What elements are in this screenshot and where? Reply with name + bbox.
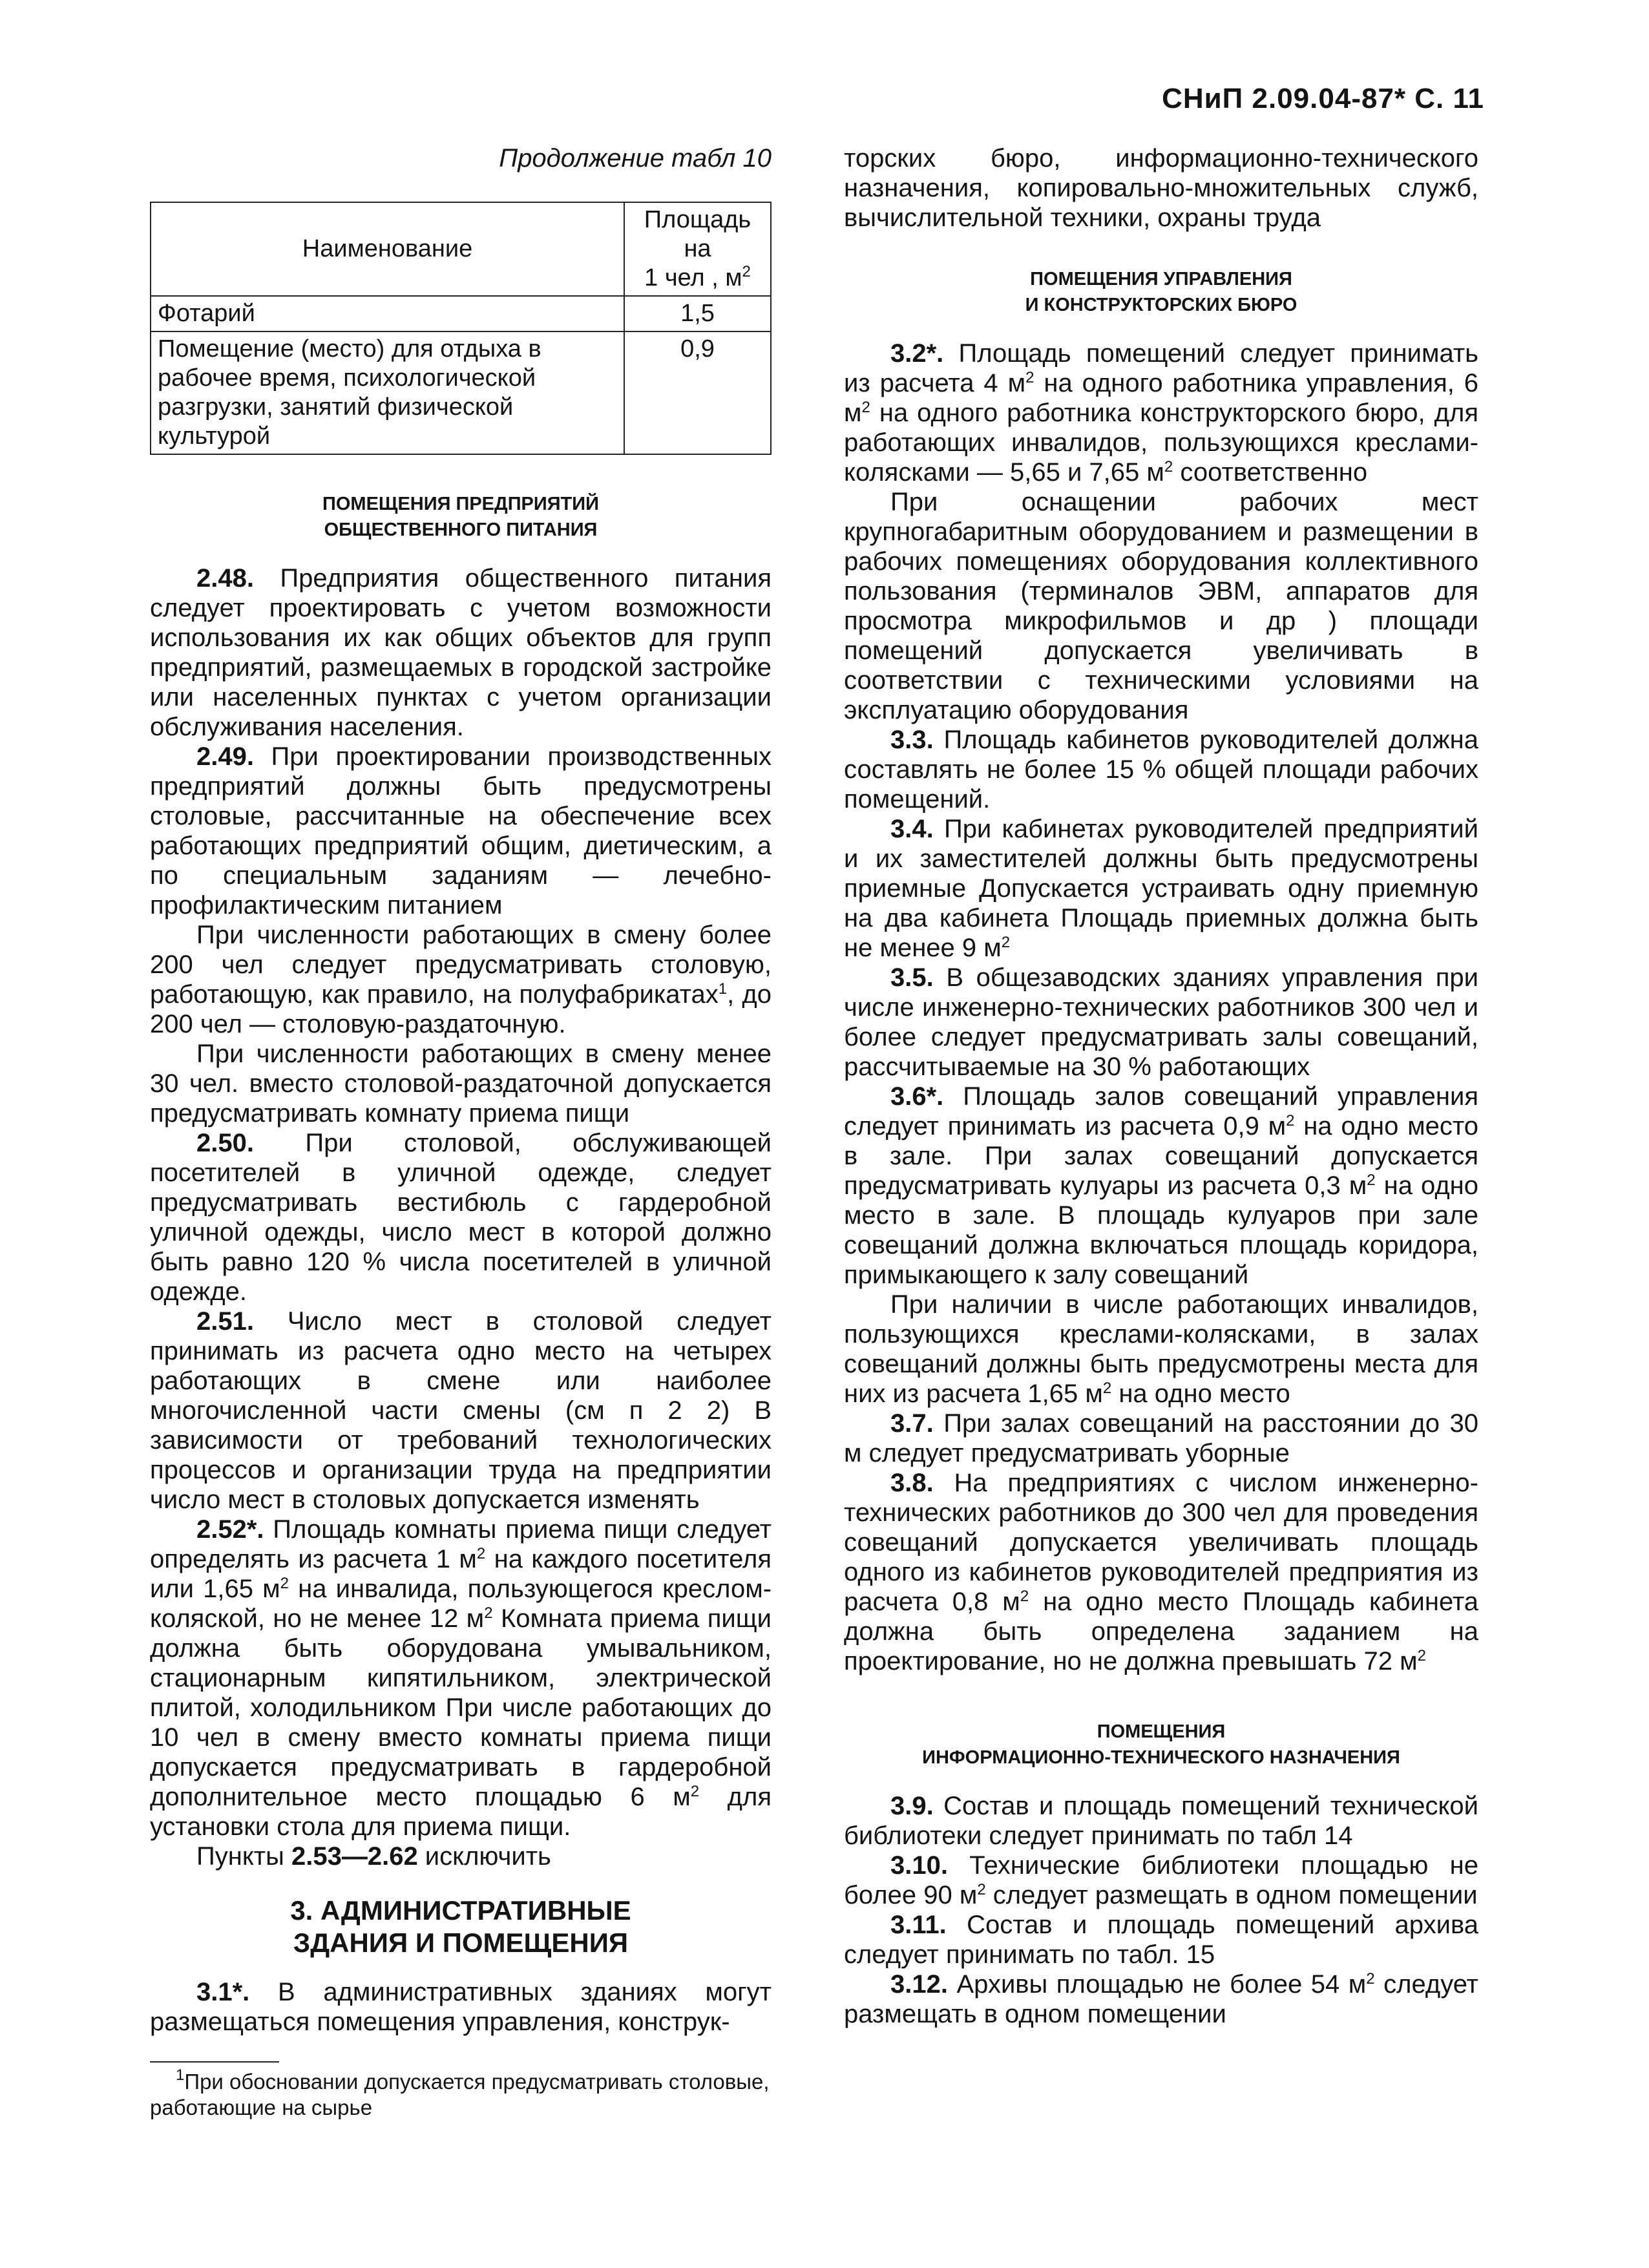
paragraph-3-5: 3.5. В общезаводских зданиях управления при числе инженерно-технических работников 300 чел и более следует предусматривать залы совещаний, рассчитываемые на 30 % работающих xyxy=(844,963,1478,1081)
paragraph-3-6-b: При наличии в числе работающих инвалидов, пользующихся креслами-колясками, в залах совещаний должны быть предусмотрены места для них из расчета 1,65 $м^2$ на одно место xyxy=(844,1290,1478,1408)
paragraph-2-49-c: При численности работающих в смену менее 30 чел. вместо столовой-раздаточной допускается предусматривать комнату приема пищи xyxy=(150,1040,772,1128)
row-name: Фотарий xyxy=(151,296,624,331)
col-header-name: Наименование xyxy=(151,202,624,296)
footnote-rule xyxy=(150,2061,279,2063)
paragraph-2-50: 2.50. При столовой, обслуживающей посетителей в уличной одежде, следует предусматривать вестибюль с гардеробной уличной одежды, число мест в которой должно быть равно 120 % числа посетителей в уличной одежде. xyxy=(150,1129,772,1306)
paragraph-2-52: 2.52*. Площадь комнаты приема пищи следует определять из расчета 1 $м^2$ на каждого посетителя или 1,65 $м^2$ на инвалида, пользующегося креслом-коляской, но не менее 12 $м^2$ Комната приема пищи должна быть оборудована умывальником, стационарным кипятильником, электрической плитой, холодильником При числе работающих до 10 чел в смену вместо комнаты приема пищи допускается предусматривать в гардеробной дополнительное место площадью 6 $м^2$ для установки стола для приема пищи. xyxy=(150,1515,772,1841)
table-row xyxy=(151,331,771,454)
section-heading-info-tech: ПОМЕЩЕНИЯ ИНФОРМАЦИОННО-ТЕХНИЧЕСКОГО НАЗНАЧЕНИЯ xyxy=(922,1721,1400,1768)
footnote: $^1$При обосновании допускается предусматривать столовые, работающие на сырье xyxy=(150,2066,770,2119)
paragraph-2-49-b: При численности работающих в смену более 200 чел следует предусматривать столовую, работающую, как правило, на полуфабрикатах$^1$, до 200 чел — столовую-раздаточную. xyxy=(150,921,772,1038)
table-row xyxy=(151,296,771,331)
right-column xyxy=(844,143,1478,2029)
paragraph-2-51: 2.51. Число мест в столовой следует принимать из расчета одно место на четырех работающих в смене или наиболее многочисленной части смены (см п 2 2) В зависимости от требований технологических процессов и организации труда на предприятии число мест в столовых допускается изменять xyxy=(150,1307,772,1514)
paragraph-2-48: 2.48. Предприятия общественного питания следует проектировать с учетом возможности использования их как общих объектов для групп предприятий, размещаемых в городской застройке или населенных пунктах с учетом организации обслуживания населения. xyxy=(150,564,772,741)
paragraph-2-49: 2.49. При проектировании производственных предприятий должны быть предусмотрены столовые, рассчитанные на обеспечение всех работающих предприятий общим, диетическим, а по специальным заданиям — лечебно-профилактическим питанием xyxy=(150,742,772,919)
section-heading-management: ПОМЕЩЕНИЯ УПРАВЛЕНИЯ И КОНСТРУКТОРСКИХ БЮРО xyxy=(1025,269,1297,315)
paragraph-3-11: 3.11. Состав и площадь помещений архива следует принимать по табл. 15 xyxy=(844,1911,1478,1969)
paragraph-3-2: 3.2*. Площадь помещений следует принимать из расчета 4 $м^2$ на одного работника управления, 6 $м^2$ на одного работника конструкторского бюро, для работающих инвалидов, пользующихся креслами-колясками — 5,65 и 7,65 $м^2$ соответственно xyxy=(844,339,1478,487)
left-column xyxy=(150,143,772,2121)
paragraph-3-2-b: При оснащении рабочих мест крупногабаритным оборудованием и размещении в рабочих помещениях оборудования коллективного пользования (терминалов ЭВМ, аппаратов для просмотра микрофильмов и др ) площади помещений допускается увеличивать в соответствии с техническими условиями на эксплуатацию оборудования xyxy=(844,488,1478,724)
running-head: СНиП 2.09.04-87* С. 11 xyxy=(1162,83,1484,114)
paragraph-3-1-cont: торских бюро, информационно-технического назначения, копировально-множительных служб, вычислительной техники, охраны труда xyxy=(844,144,1478,232)
chapter-heading-3: 3. АДМИНИСТРАТИВНЫЕ ЗДАНИЯ И ПОМЕЩЕНИЯ xyxy=(290,1895,631,1958)
section-heading-catering: ПОМЕЩЕНИЯ ПРЕДПРИЯТИЙ ОБЩЕСТВЕННОГО ПИТАНИЯ xyxy=(322,494,599,540)
row-name: Помещение (место) для отдыха в рабочее время, психологической разгрузки, занятий физической культурой xyxy=(151,331,624,454)
paragraph-excluded: Пункты 2.53—2.62 исключить xyxy=(196,1842,551,1871)
paragraph-3-9: 3.9. Состав и площадь помещений технической библиотеки следует принимать по табл 14 xyxy=(844,1792,1478,1850)
row-value: 0,9 xyxy=(624,331,771,454)
paragraph-3-8: 3.8. На предприятиях с числом инженерно-технических работников до 300 чел для проведения совещаний допускается увеличивать площадь одного из кабинетов руководителей предприятия из расчета 0,8 $м^2$ на одно место Площадь кабинета должна быть определена заданием на проектирование, но не должна превышать 72 $м^2$ xyxy=(844,1469,1479,1675)
paragraph-3-3: 3.3. Площадь кабинетов руководителей должна составлять не более 15 % общей площади рабочих помещений. xyxy=(844,726,1478,814)
paragraph-3-6: 3.6*. Площадь залов совещаний управления следует принимать из расчета 0,9 $м^2$ на одно место в зале. При залах совещаний допускается предусматривать кулуары из расчета 0,3 $м^2$ на одно место в зале. В площадь кулуаров при зале совещаний должна включаться площадь коридора, примыкающего к залу совещаний xyxy=(844,1082,1478,1289)
area-table xyxy=(150,202,772,455)
table-header-row xyxy=(151,202,771,296)
paragraph-3-4: 3.4. При кабинетах руководителей предприятий и их заместителей должны быть предусмотрены приемные Допускается устраивать одну приемную на два кабинета Площадь приемных должна быть не менее 9 $м^2$ xyxy=(844,815,1478,962)
row-value: 1,5 xyxy=(624,296,771,331)
paragraph-3-1: 3.1*. В административных зданиях могут размещаться помещения управления, конструк- xyxy=(150,1978,772,2036)
paragraph-3-10: 3.10. Технические библиотеки площадью не более 90 $м^2$ следует размещать в одном помещении xyxy=(844,1851,1478,1909)
table-caption: Продолжение табл 10 xyxy=(499,144,772,173)
paragraph-3-12: 3.12. Архивы площадью не более 54 $м^2$ следует размещать в одном помещении xyxy=(844,1970,1478,2028)
paragraph-3-7: 3.7. При залах совещаний на расстоянии до 30 м следует предусматривать уборные xyxy=(844,1409,1479,1467)
col-header-area: Площадь на 1 чел , $м^2$ xyxy=(624,202,771,296)
